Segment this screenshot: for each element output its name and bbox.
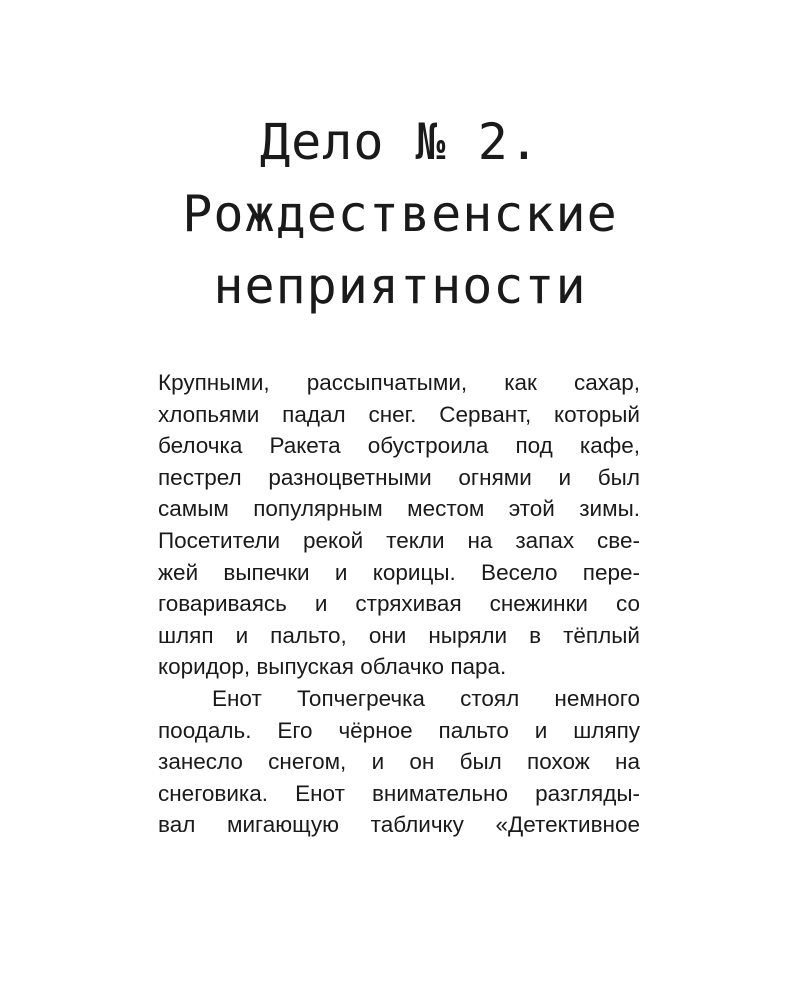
paragraph-1 [158,367,640,683]
text-line: Крупными, рассыпчатыми, как сахар, [158,370,640,395]
chapter-title-line: Дело № 2. [260,113,540,171]
chapter-title [0,106,800,322]
chapter-body [158,367,640,841]
text-line: шляп и пальто, они ныряли в тёплый [158,622,640,648]
text-line: снеговика. Енот внимательно разгляды- [158,780,640,806]
text-line: говариваясь и стряхивая снежинки со [158,591,640,617]
text-line: Енот Топчегречка стоял немного [212,685,640,711]
text-line: белочка Ракета обустроила под кафе, [158,433,640,459]
text-line: самым популярным местом этой зимы. [158,496,640,522]
text-line: вал мигающую табличку «Детективное [158,812,640,838]
text-line: занесло снегом, и он был похож на [158,749,640,775]
text-line: Посетители рекой текли на запах све- [158,527,640,553]
text-line: жей выпечки и корицы. Весело пере- [158,559,640,585]
text-line: хлопьями падал снег. Сервант, который [158,401,640,427]
text-line: пестрел разноцветными огнями и был [158,464,640,490]
text-line: поодаль. Его чёрное пальто и шляпу [158,717,640,743]
chapter-title-line: неприятности [213,257,587,315]
paragraph-2 [158,683,640,841]
text-line: коридор, выпуская облачко пара. [158,654,507,680]
chapter-title-line: Рождественские [182,185,618,243]
